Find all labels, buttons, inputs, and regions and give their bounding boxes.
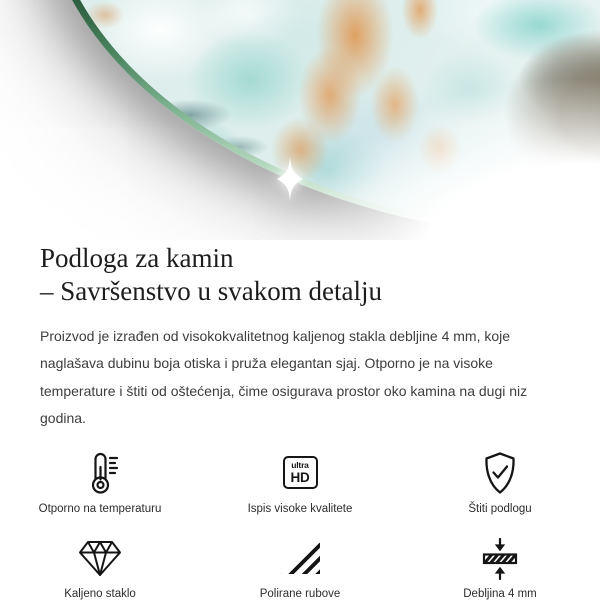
ultra-hd-text-bottom: HD	[290, 469, 310, 485]
thermometer-icon	[80, 451, 120, 495]
feature-label: Polirane rubove	[259, 588, 341, 601]
diamond-icon	[75, 536, 125, 580]
features-grid	[0, 451, 600, 602]
feature-protects-surface	[400, 451, 600, 517]
feature-label: Ispis visoke kvalitete	[247, 502, 353, 515]
page-title-line2: – Savršenstvo u svakom detalju	[40, 276, 382, 307]
feature-temperature-resistant	[0, 451, 200, 517]
ultra-hd-icon	[283, 451, 318, 495]
striped-triangle	[280, 542, 320, 574]
shield-check-icon	[480, 451, 520, 495]
page-title-line1: Podloga za kamin	[40, 243, 234, 273]
sparkle-icon	[267, 156, 313, 202]
product-hero-image	[0, 0, 600, 240]
feature-label: Debljina 4 mm	[463, 588, 537, 601]
feature-polished-edges	[200, 536, 400, 602]
feature-label: Štiti podlogu	[468, 502, 532, 515]
feature-tempered-glass	[0, 536, 200, 602]
polished-edges-icon	[280, 536, 320, 580]
page-title	[40, 242, 560, 309]
feature-label: Otporno na temperaturu	[38, 502, 162, 515]
product-description: Proizvod je izrađen od visokokvalitetnog kaljenog stakla debljine 4 mm, koje naglašava dubinu boja otiska i pruža elegantan sjaj. Otporno je na visoke temperature i štiti od oštećenja, čime osigurava prostor oko kamina na dugi niz godina.	[40, 327, 528, 427]
glass-panel-marble-print	[47, 0, 600, 235]
feature-thickness	[400, 536, 600, 602]
ultra-hd-text-top: ultra	[291, 460, 309, 471]
feature-print-quality	[200, 451, 400, 517]
feature-label: Kaljeno staklo	[64, 588, 136, 601]
thickness-icon	[480, 536, 520, 580]
ultra-hd-box	[283, 456, 318, 489]
product-content	[0, 242, 600, 602]
